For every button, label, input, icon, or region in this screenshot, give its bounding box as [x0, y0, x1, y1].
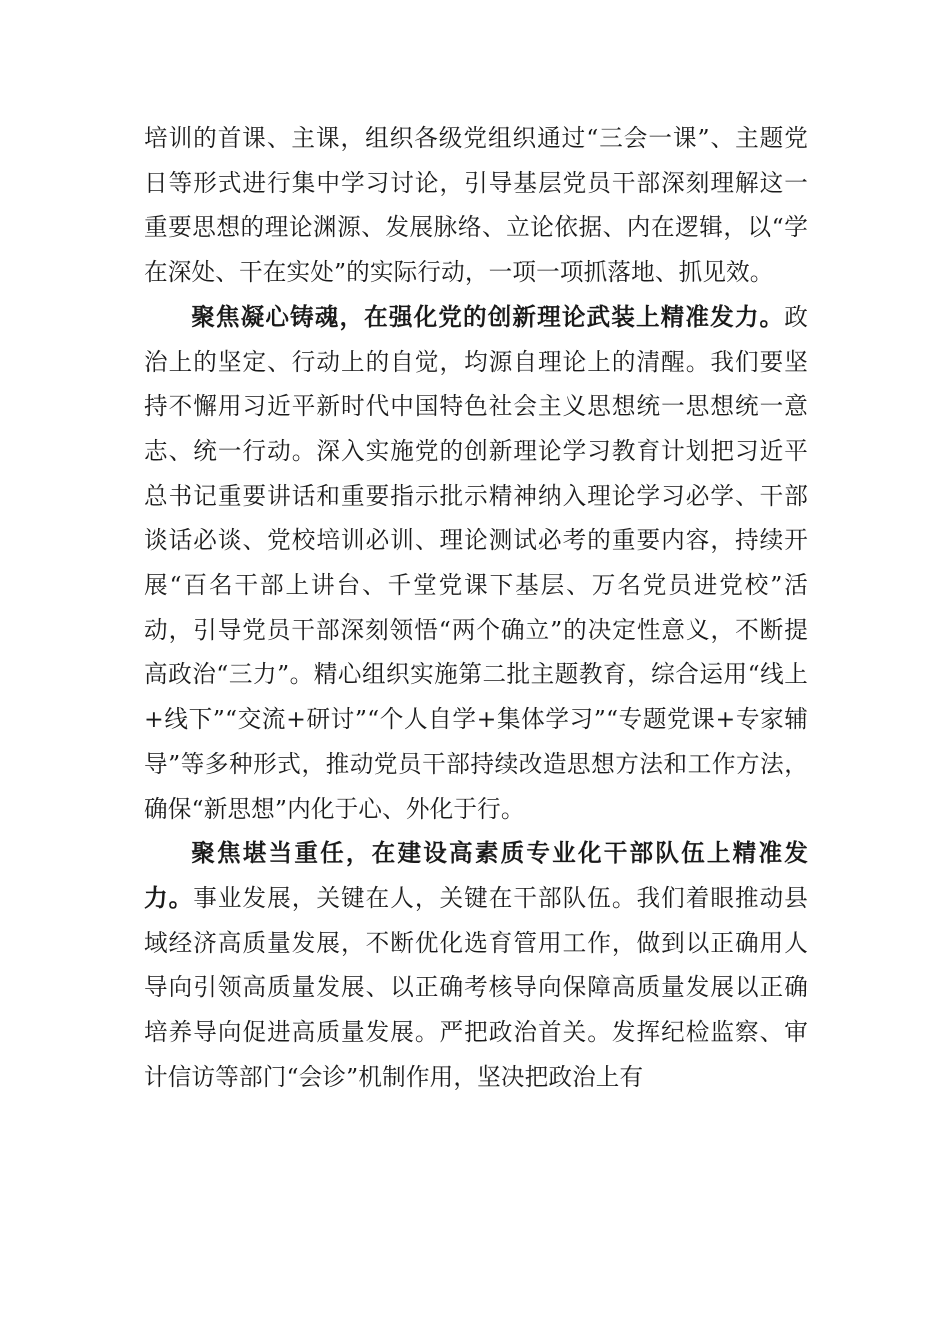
- paragraph-3: [144, 831, 808, 1099]
- paragraph-3-body: 事业发展，关键在人，关键在干部队伍。我们着眼推动县域经济高质量发展，不断优化选育管用工作，做到以正确用人导向引领高质量发展、以正确考核导向保障高质量发展以正确培养导向促进高质量发展。严把政治首关。发挥纪检监察、审计信访等部门“会诊”机制作用，坚决把政治上有: [144, 883, 808, 1091]
- paragraph-2: [144, 295, 808, 831]
- paragraph-1-body: 培训的首课、主课，组织各级党组织通过“三会一课”、主题党日等形式进行集中学习讨论，引导基层党员干部深刻理解这一重要思想的理论渊源、发展脉络、立论依据、内在逻辑，以“学在深处、干在实处”的实际行动，一项一项抓落地、抓见效。: [144, 124, 808, 287]
- document-body: [144, 116, 808, 1099]
- paragraph-2-body: 政治上的坚定、行动上的自觉，均源自理论上的清醒。我们要坚持不懈用习近平新时代中国特色社会主义思想统一思想统一意志、统一行动。深入实施党的创新理论学习教育计划把习近平总书记重要讲话和重要指示批示精神纳入理论学习必学、干部谈话必谈、党校培训必训、理论测试必考的重要内容，持续开展“百名干部上讲台、千堂党课下基层、万名党员进党校”活动，引导党员干部深刻领悟“两个确立”的决定性意义，不断提高政治“三力”。精心组织实施第二批主题教育，综合运用“线上+线下”“交流+研讨”“个人自学+集体学习”“专题党课+专家辅导”等多种形式，推动党员干部持续改造思想方法和工作方法，确保“新思想”内化于心、外化于行。: [144, 302, 808, 823]
- paragraph-2-heading: 聚焦凝心铸魂，在强化党的创新理论武装上精准发力。: [191, 302, 785, 331]
- paragraph-3-heading: 聚焦堪当重任，在建设高素质专业化干部队伍上精准发力。: [144, 839, 808, 912]
- paragraph-1: [144, 116, 808, 295]
